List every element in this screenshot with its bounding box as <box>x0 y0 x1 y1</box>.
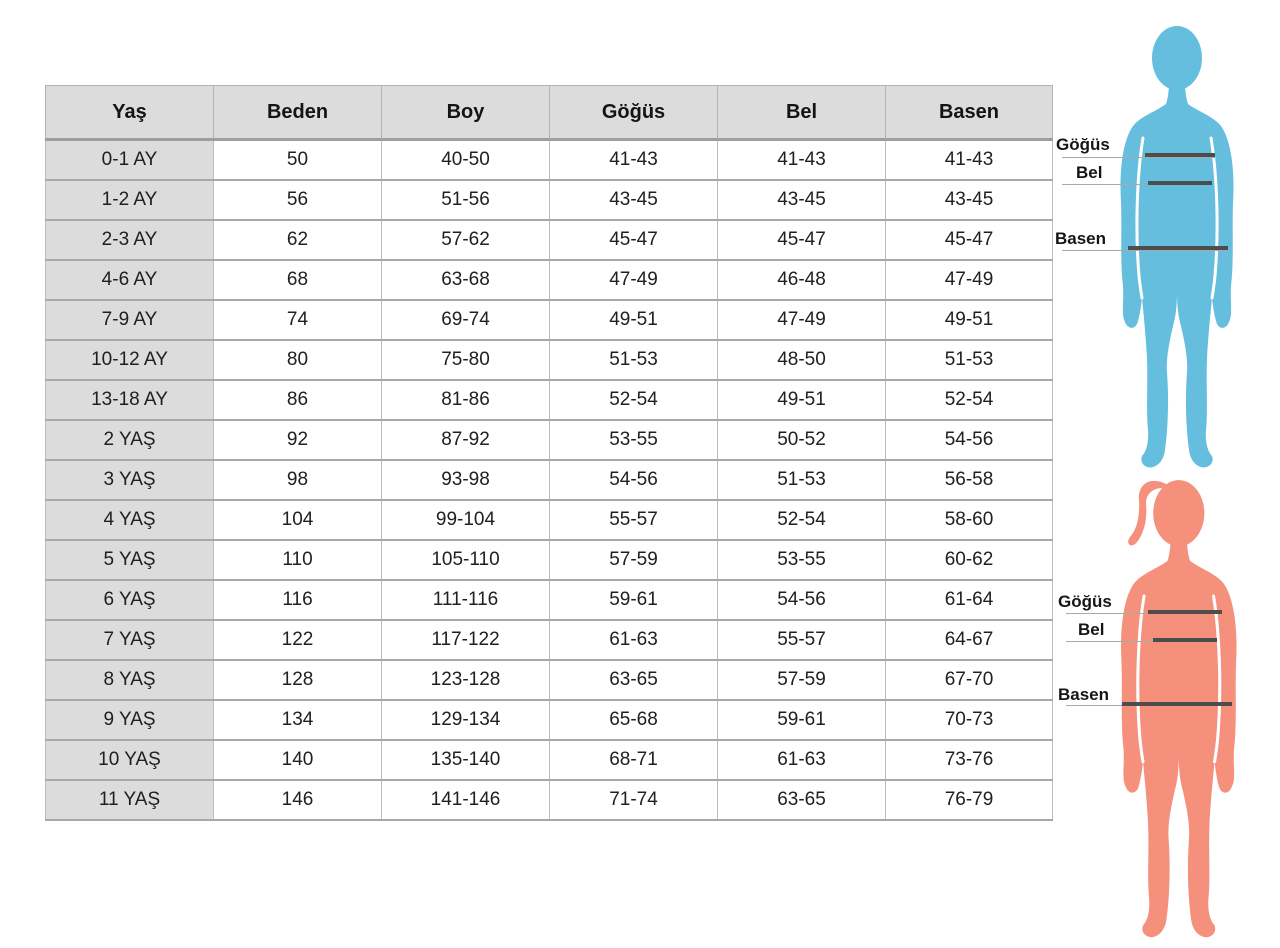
value-cell: 45-47 <box>718 220 886 260</box>
size-table <box>45 85 1053 821</box>
row-label-cell: 6 YAŞ <box>46 580 214 620</box>
row-label-cell: 7-9 AY <box>46 300 214 340</box>
blue-waist-label: Bel <box>1076 163 1103 182</box>
value-cell: 86 <box>214 380 382 420</box>
value-cell: 54-56 <box>718 580 886 620</box>
value-cell: 135-140 <box>382 740 550 780</box>
value-cell: 63-68 <box>382 260 550 300</box>
value-cell: 51-53 <box>718 460 886 500</box>
value-cell: 60-62 <box>886 540 1053 580</box>
blue-hip-label: Basen <box>1055 229 1107 248</box>
value-cell: 52-54 <box>550 380 718 420</box>
row-label-cell: 10 YAŞ <box>46 740 214 780</box>
table-header-row <box>46 86 1053 140</box>
pink-chest-label: Göğüs <box>1058 592 1112 611</box>
row-label-cell: 8 YAŞ <box>46 660 214 700</box>
value-cell: 87-92 <box>382 420 550 460</box>
value-cell: 71-74 <box>550 780 718 820</box>
table-row <box>46 780 1053 820</box>
value-cell: 46-48 <box>718 260 886 300</box>
value-cell: 47-49 <box>550 260 718 300</box>
value-cell: 62 <box>214 220 382 260</box>
value-cell: 110 <box>214 540 382 580</box>
value-cell: 54-56 <box>886 420 1053 460</box>
blue-chest-measure-line <box>1145 153 1215 157</box>
table-row <box>46 220 1053 260</box>
value-cell: 146 <box>214 780 382 820</box>
value-cell: 64-67 <box>886 620 1053 660</box>
value-cell: 43-45 <box>886 180 1053 220</box>
value-cell: 104 <box>214 500 382 540</box>
blue-hip-leader-line <box>1062 250 1228 251</box>
table-row <box>46 700 1053 740</box>
blue-hip-measure-line <box>1128 246 1228 250</box>
table-row <box>46 140 1053 180</box>
row-label-cell: 3 YAŞ <box>46 460 214 500</box>
value-cell: 73-76 <box>886 740 1053 780</box>
value-cell: 105-110 <box>382 540 550 580</box>
value-cell: 49-51 <box>718 380 886 420</box>
value-cell: 140 <box>214 740 382 780</box>
value-cell: 57-59 <box>718 660 886 700</box>
row-label-cell: 5 YAŞ <box>46 540 214 580</box>
table-row <box>46 260 1053 300</box>
value-cell: 67-70 <box>886 660 1053 700</box>
value-cell: 76-79 <box>886 780 1053 820</box>
blue-chest-leader-line <box>1062 157 1215 158</box>
value-cell: 116 <box>214 580 382 620</box>
table-row <box>46 420 1053 460</box>
value-cell: 41-43 <box>886 140 1053 180</box>
value-cell: 50 <box>214 140 382 180</box>
value-cell: 56 <box>214 180 382 220</box>
value-cell: 57-59 <box>550 540 718 580</box>
value-cell: 93-98 <box>382 460 550 500</box>
row-label-cell: 13-18 AY <box>46 380 214 420</box>
col-header-beden: Beden <box>214 86 382 140</box>
table-row <box>46 460 1053 500</box>
col-header-gogus: Göğüs <box>550 86 718 140</box>
value-cell: 92 <box>214 420 382 460</box>
col-header-yas: Yaş <box>46 86 214 140</box>
row-label-cell: 11 YAŞ <box>46 780 214 820</box>
pink-hip-label: Basen <box>1058 685 1110 704</box>
row-label-cell: 4 YAŞ <box>46 500 214 540</box>
value-cell: 43-45 <box>550 180 718 220</box>
row-label-cell: 2-3 AY <box>46 220 214 260</box>
row-label-cell: 4-6 AY <box>46 260 214 300</box>
value-cell: 55-57 <box>550 500 718 540</box>
value-cell: 63-65 <box>718 780 886 820</box>
value-cell: 51-53 <box>886 340 1053 380</box>
blue-chest-label: Göğüs <box>1056 135 1110 154</box>
table-row <box>46 580 1053 620</box>
value-cell: 128 <box>214 660 382 700</box>
col-header-basen: Basen <box>886 86 1053 140</box>
pink-waist-label: Bel <box>1078 620 1105 639</box>
value-cell: 52-54 <box>718 500 886 540</box>
value-cell: 58-60 <box>886 500 1053 540</box>
pink-chest-measure-line <box>1148 610 1222 614</box>
size-table-body <box>46 140 1053 820</box>
value-cell: 69-74 <box>382 300 550 340</box>
table-row <box>46 660 1053 700</box>
table-row <box>46 500 1053 540</box>
value-cell: 55-57 <box>718 620 886 660</box>
value-cell: 68 <box>214 260 382 300</box>
value-cell: 53-55 <box>550 420 718 460</box>
value-cell: 41-43 <box>718 140 886 180</box>
value-cell: 59-61 <box>550 580 718 620</box>
value-cell: 61-64 <box>886 580 1053 620</box>
col-header-bel: Bel <box>718 86 886 140</box>
table-row <box>46 620 1053 660</box>
value-cell: 111-116 <box>382 580 550 620</box>
value-cell: 134 <box>214 700 382 740</box>
value-cell: 47-49 <box>886 260 1053 300</box>
value-cell: 123-128 <box>382 660 550 700</box>
value-cell: 47-49 <box>718 300 886 340</box>
row-label-cell: 0-1 AY <box>46 140 214 180</box>
table-row <box>46 540 1053 580</box>
value-cell: 48-50 <box>718 340 886 380</box>
row-label-cell: 1-2 AY <box>46 180 214 220</box>
row-label-cell: 7 YAŞ <box>46 620 214 660</box>
value-cell: 41-43 <box>550 140 718 180</box>
value-cell: 65-68 <box>550 700 718 740</box>
value-cell: 129-134 <box>382 700 550 740</box>
value-cell: 63-65 <box>550 660 718 700</box>
value-cell: 51-56 <box>382 180 550 220</box>
table-row <box>46 340 1053 380</box>
value-cell: 68-71 <box>550 740 718 780</box>
value-cell: 52-54 <box>886 380 1053 420</box>
value-cell: 56-58 <box>886 460 1053 500</box>
table-row <box>46 740 1053 780</box>
value-cell: 45-47 <box>550 220 718 260</box>
blue-waist-measure-line <box>1148 181 1212 185</box>
value-cell: 74 <box>214 300 382 340</box>
value-cell: 54-56 <box>550 460 718 500</box>
col-header-boy: Boy <box>382 86 550 140</box>
value-cell: 141-146 <box>382 780 550 820</box>
value-cell: 40-50 <box>382 140 550 180</box>
value-cell: 45-47 <box>886 220 1053 260</box>
value-cell: 98 <box>214 460 382 500</box>
value-cell: 43-45 <box>718 180 886 220</box>
value-cell: 61-63 <box>550 620 718 660</box>
row-label-cell: 10-12 AY <box>46 340 214 380</box>
pink-waist-measure-line <box>1153 638 1217 642</box>
value-cell: 122 <box>214 620 382 660</box>
value-cell: 70-73 <box>886 700 1053 740</box>
value-cell: 81-86 <box>382 380 550 420</box>
value-cell: 57-62 <box>382 220 550 260</box>
value-cell: 59-61 <box>718 700 886 740</box>
value-cell: 53-55 <box>718 540 886 580</box>
table-row <box>46 180 1053 220</box>
value-cell: 50-52 <box>718 420 886 460</box>
value-cell: 75-80 <box>382 340 550 380</box>
table-row <box>46 380 1053 420</box>
row-label-cell: 2 YAŞ <box>46 420 214 460</box>
value-cell: 117-122 <box>382 620 550 660</box>
pink-body-silhouette-icon <box>1097 478 1280 944</box>
value-cell: 49-51 <box>886 300 1053 340</box>
table-row <box>46 300 1053 340</box>
value-cell: 99-104 <box>382 500 550 540</box>
value-cell: 80 <box>214 340 382 380</box>
value-cell: 51-53 <box>550 340 718 380</box>
row-label-cell: 9 YAŞ <box>46 700 214 740</box>
value-cell: 49-51 <box>550 300 718 340</box>
pink-hip-measure-line <box>1122 702 1232 706</box>
value-cell: 61-63 <box>718 740 886 780</box>
